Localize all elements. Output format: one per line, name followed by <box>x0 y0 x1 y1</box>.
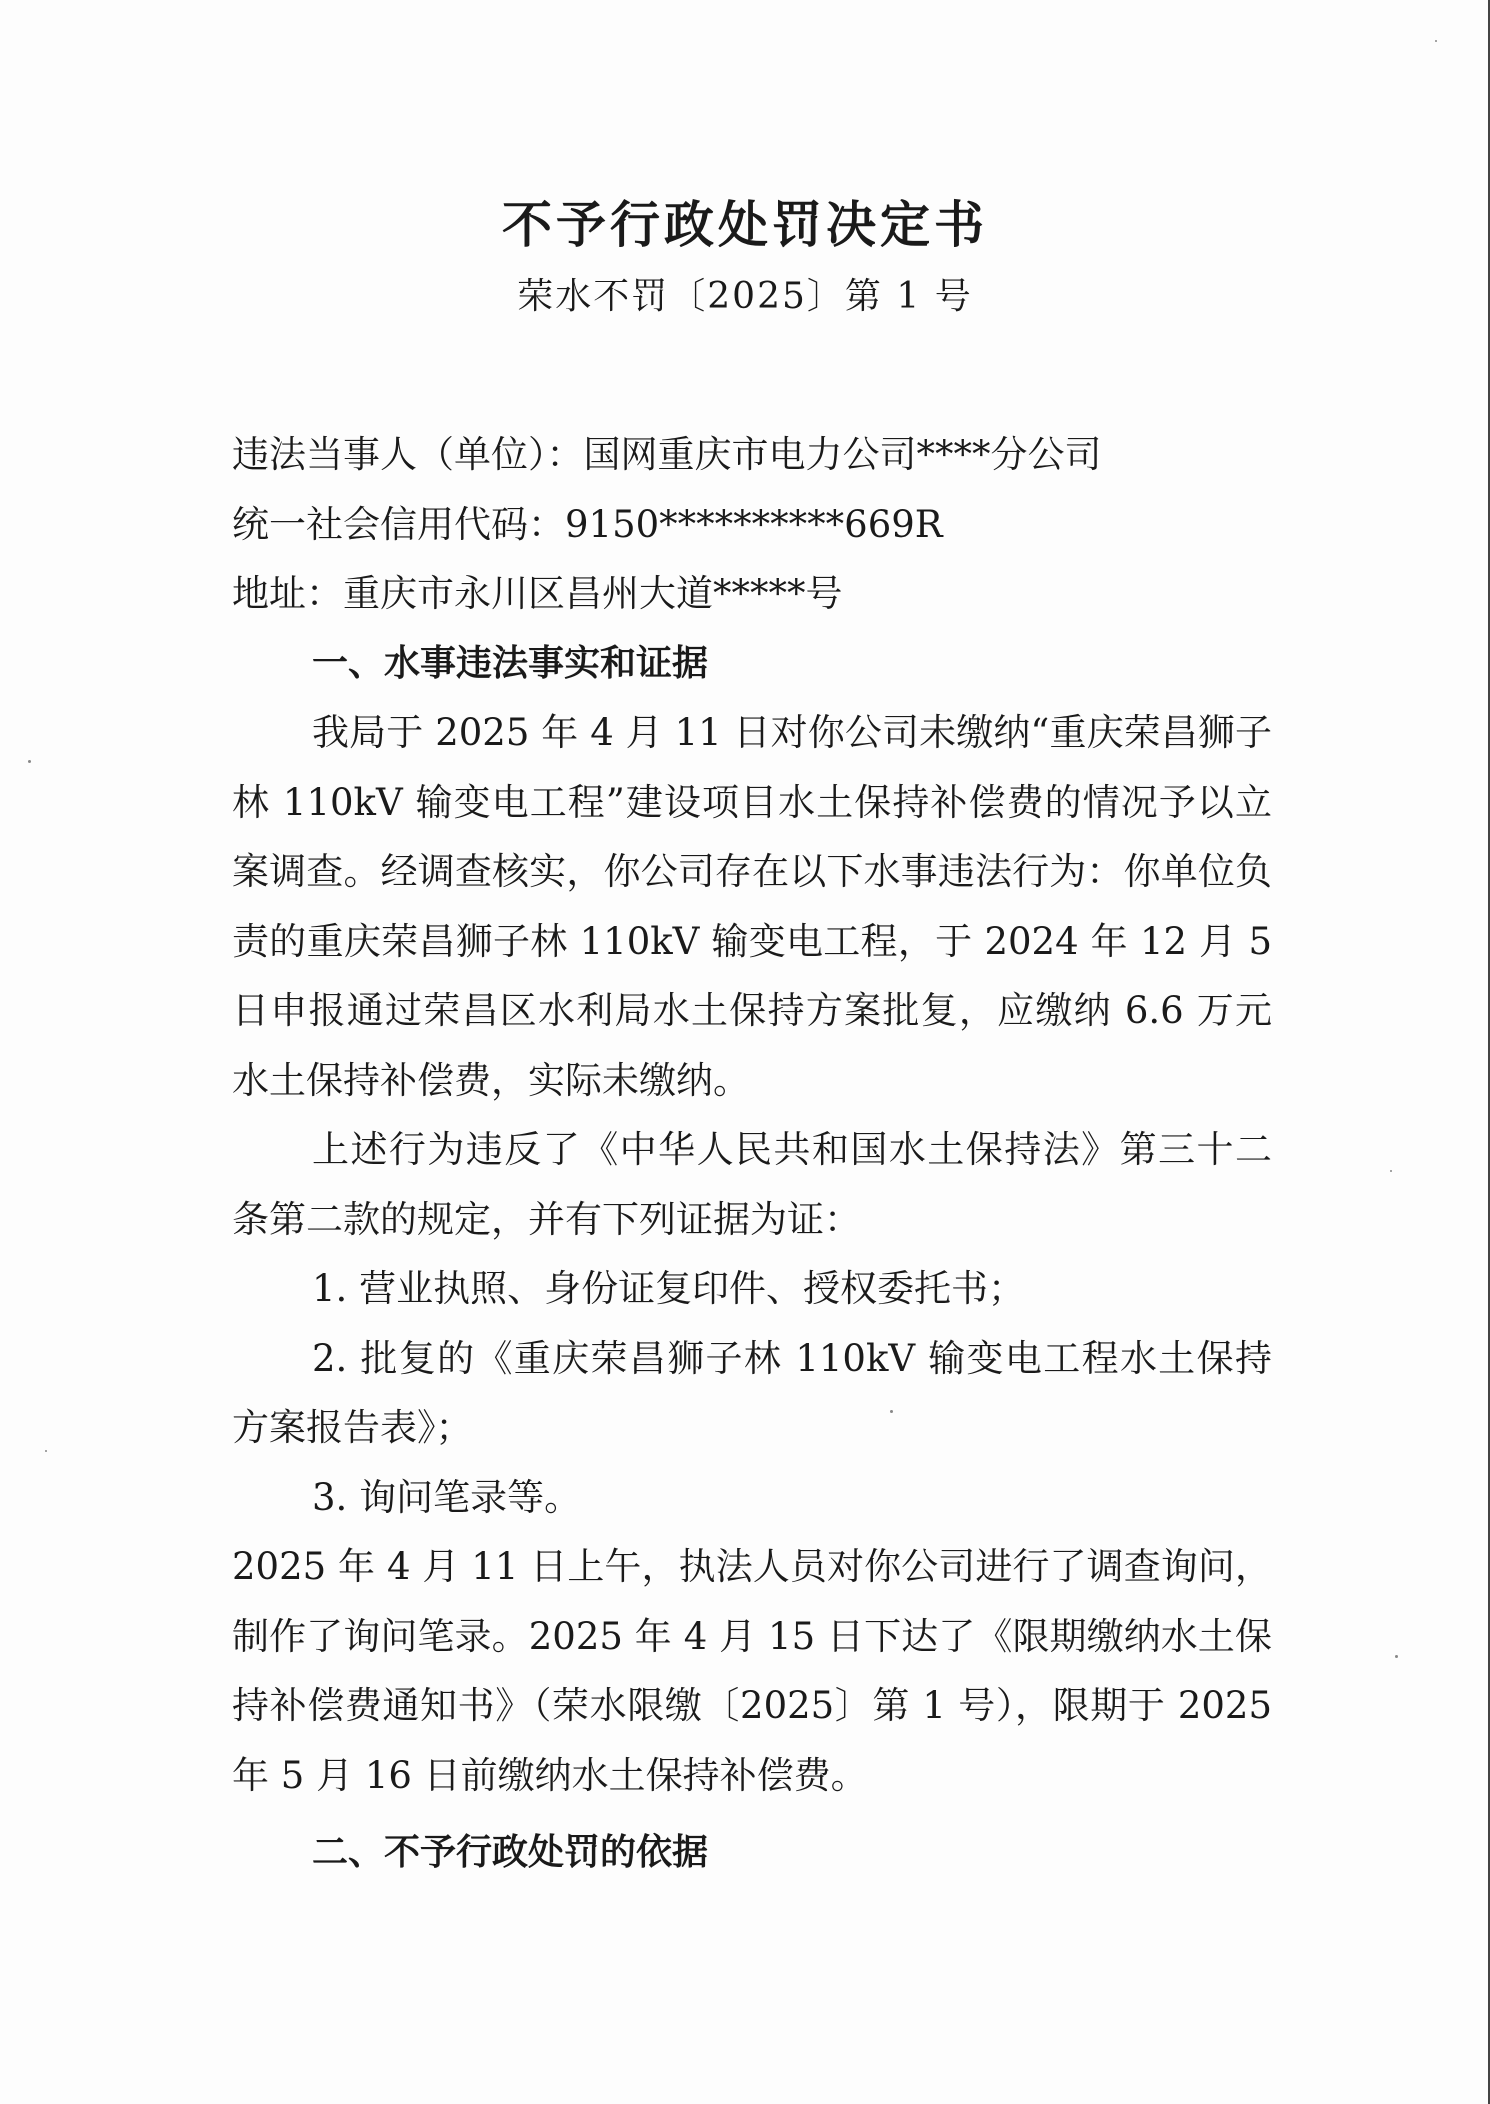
section-2-heading: 二、不予行政处罚的依据 <box>312 1832 709 1873</box>
procedure-paragraph: 2025 年 4 月 11 日上午，执法人员对你公司进行了调查询问，制作了询问笔录。2025 年 4 月 15 日下达了《限期缴纳水土保持补偿费通知书》（荣水限缴〔2025〕第 1 号），限期于 2025 年 5 月 16 日前缴纳水土保持补偿费。 <box>232 1545 1272 1797</box>
evidence-item-1: 1. 营业执照、身份证复印件、授权委托书； <box>312 1267 1026 1310</box>
scan-speck <box>1395 1655 1398 1658</box>
document-body <box>232 420 1272 1888</box>
violation-paragraph: 上述行为违反了《中华人民共和国水土保持法》第三十二条第二款的规定，并有下列证据为证： <box>232 1128 1272 1241</box>
evidence-item-2: 2. 批复的《重庆荣昌狮子林 110kV 输变电工程水土保持方案报告表》； <box>232 1336 1272 1449</box>
address-line: 地址：重庆市永川区昌州大道*****号 <box>232 572 843 615</box>
party-line: 违法当事人（单位）：国网重庆市电力公司****分公司 <box>232 433 1102 476</box>
scan-speck <box>1390 1170 1392 1172</box>
evidence-item-3: 3. 询问笔录等。 <box>312 1475 582 1519</box>
document-number: 荣水不罚〔2025〕第 1 号 <box>517 276 973 317</box>
scan-speck <box>1435 40 1437 42</box>
scan-speck <box>28 760 31 763</box>
document-title: 不予行政处罚决定书 <box>502 195 988 254</box>
section-1-heading: 一、水事违法事实和证据 <box>312 642 709 684</box>
facts-paragraph: 我局于 2025 年 4 月 11 日对你公司未缴纳“重庆荣昌狮子林 110kV 输变电工程”建设项目水土保持补偿费的情况予以立案调查。经调查核实，你公司存在以下水事违法行为：你单位负责的重庆荣昌狮子林 110kV 输变电工程，于 2024 年 12 月 5 日申报通过荣昌区水利局水土保持方案批复，应缴纳 6.6 万元水土保持补偿费，实际未缴纳。 <box>232 711 1272 1102</box>
credit-code-line: 统一社会信用代码：9150**********669R <box>232 502 943 546</box>
scan-speck <box>890 1410 893 1413</box>
scan-speck <box>45 1450 47 1452</box>
